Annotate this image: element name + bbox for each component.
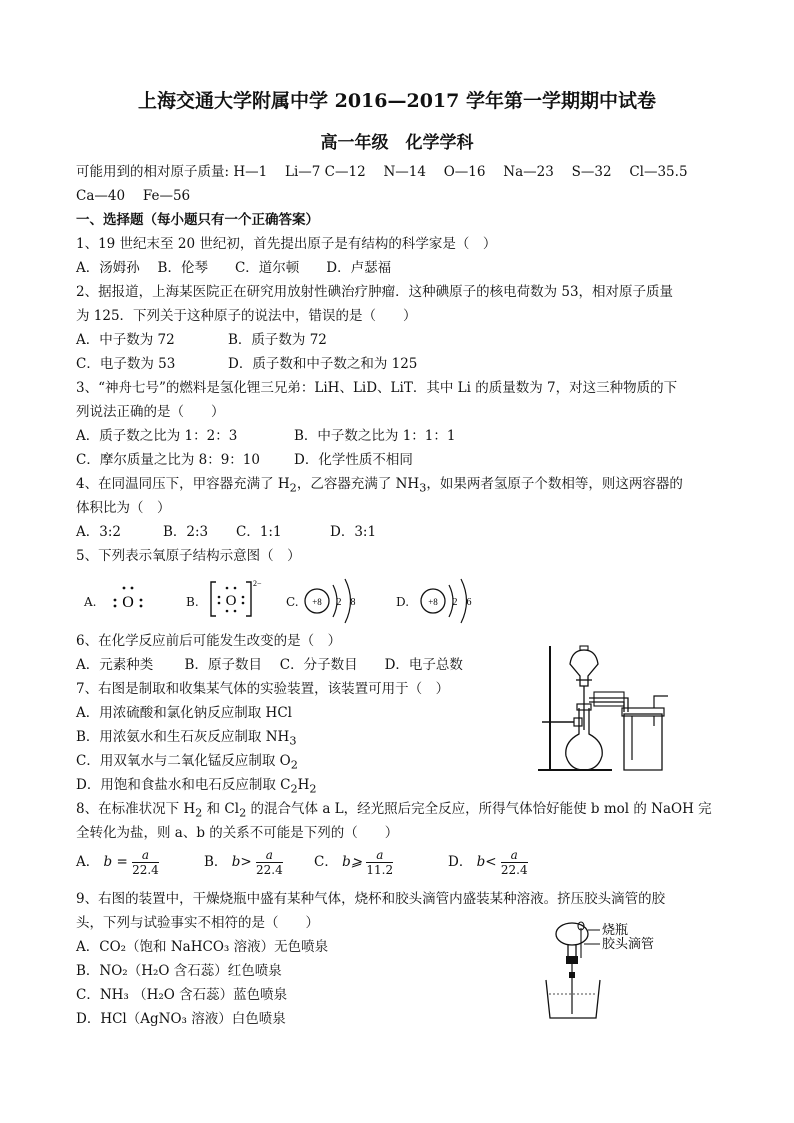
q5-electron-dot-a	[108, 582, 148, 622]
q6-options: A．元素种类 B．原子数目 C．分子数目 D．电子总数	[76, 657, 463, 673]
q8-d-label: D．	[448, 854, 473, 870]
q5-d-shell1: 2	[452, 597, 458, 608]
q9-option-a: A．CO₂（饱和 NaHCO₃ 溶液）无色喷泉	[76, 939, 329, 955]
q5-a-symbol: O	[122, 594, 134, 611]
q2-option-b: B．质子数为 72	[228, 332, 327, 348]
q8-a-numerator: a	[132, 848, 159, 863]
q9-option-b: B．NO₂（H₂O 含石蕊）红色喷泉	[76, 963, 282, 979]
q2-stem-2: 为 125．下列关于这种原子的说法中，错误的是（ ）	[76, 308, 417, 324]
q8-d-fraction	[501, 848, 528, 877]
q8-c-numerator: a	[366, 848, 393, 863]
q7-c-text: C．用双氧水与二氧化锰反应制取 O	[76, 753, 291, 769]
q5-b-charge: 2−	[253, 579, 262, 588]
q8-option-d	[448, 848, 528, 877]
q5-c-shell1: 2	[336, 597, 342, 608]
q8-subscript: 2	[239, 806, 247, 820]
q5-option-d-label: D.	[396, 595, 410, 609]
q3-option-b: B．中子数之比为 1：1：1	[294, 428, 456, 444]
q2-option-a: A．中子数为 72	[76, 332, 175, 348]
q7-b-subscript: 3	[289, 734, 297, 748]
q9-label-dropper: 胶头滴管	[602, 936, 655, 951]
q9-stem-2: 头，下列与试验事实不相符的是（ ）	[76, 915, 319, 931]
q4-stem-2: 体积比为（ ）	[76, 500, 171, 516]
q8-b-relation: b>	[231, 854, 252, 870]
q3-option-a: A．质子数之比为 1：2：3	[76, 428, 238, 444]
q8-b-denominator: 22.4	[255, 863, 283, 877]
q8-b-numerator: a	[256, 848, 283, 863]
exam-title: 上海交通大学附属中学 2016—2017 学年第一学期期中试卷	[138, 90, 656, 112]
q8-d-numerator: a	[501, 848, 528, 863]
q4-option-c: C．1:1	[236, 524, 282, 540]
q4-option-b: B．2:3	[163, 524, 209, 540]
q7-d-text: D．用饱和食盐水和电石反应制取 C	[76, 777, 291, 793]
q4-subscript: 2	[289, 481, 297, 495]
q5-ion-structure-b	[206, 578, 262, 622]
q8-option-b	[204, 848, 283, 877]
q2-option-d: D．质子数和中子数之和为 125	[228, 356, 418, 372]
q8-c-relation: b⩾	[342, 854, 363, 870]
q8-c-denominator: 11.2	[366, 863, 394, 877]
q9-label-flask: 烧瓶	[602, 922, 629, 937]
section-heading: 一、选择题（每小题只有一个正确答案）	[76, 212, 319, 228]
q8-a-denominator: 22.4	[132, 863, 159, 877]
q8-b-label: B．	[204, 854, 228, 870]
q8-c-fraction	[366, 848, 393, 877]
q8-d-denominator: 22.4	[500, 863, 528, 877]
q8-stem-2: 全转化为盐，则 a、b 的关系不可能是下列的（ ）	[76, 825, 399, 841]
atomic-mass-line2: Ca—40 Fe—56	[76, 188, 191, 204]
q8-stem-part: 8、在标准状况下 H	[76, 801, 196, 817]
q8-subscript: 2	[195, 806, 203, 820]
q7-d-subscript: 2	[309, 782, 317, 796]
q7-option-c	[76, 752, 298, 775]
q2-stem-1: 2、据报道，上海某医院正在研究用放射性碘治疗肿瘤．这种碘原子的核电荷数为 53，相对原子质量	[76, 284, 674, 300]
q6-stem: 6、在化学反应前后可能发生改变的是（ ）	[76, 633, 342, 649]
q2-option-c: C．电子数为 53	[76, 356, 176, 372]
q7-d-subscript: 2	[290, 782, 298, 796]
q5-d-nucleus: +8	[428, 597, 438, 607]
q1-options: A．汤姆孙 B．伦琴 C．道尔顿 D．卢瑟福	[76, 260, 392, 276]
q7-option-b	[76, 728, 296, 751]
q9-option-d: D．HCl（AgNO₃ 溶液）白色喷泉	[76, 1011, 286, 1027]
q7-c-subscript: 2	[290, 758, 298, 772]
q3-stem-2: 列说法正确的是（ ）	[76, 404, 225, 420]
q3-option-d: D．化学性质不相同	[294, 452, 413, 468]
q5-b-symbol: O	[225, 593, 237, 609]
q7-d-text: H	[297, 777, 310, 793]
q5-option-a-label: A.	[84, 595, 97, 609]
q4-stem-1	[76, 475, 683, 498]
exam-subtitle: 高一年级 化学学科	[320, 133, 474, 153]
q3-stem-1: 3、“神舟七号”的燃料是氢化锂三兄弟：LiH、LiD、LiT．其中 Li 的质量数为 7，对这三种物质的下	[76, 380, 678, 396]
q5-c-nucleus: +8	[312, 597, 322, 607]
q8-a-relation: b =	[103, 854, 128, 870]
q4-subscript: 3	[419, 481, 427, 495]
q5-atom-diagram-d	[420, 576, 490, 626]
q7-b-text: B．用浓氨水和生石灰反应制取 NH	[76, 729, 290, 745]
q4-stem-part: ，乙容器充满了 NH	[296, 476, 420, 492]
q8-option-a	[76, 848, 159, 877]
q8-b-fraction	[256, 848, 283, 877]
q8-a-label: A．	[76, 854, 100, 870]
q8-stem-part: 的混合气体 a L，经光照后完全反应，所得气体恰好能使 b mol 的 NaOH 完	[246, 801, 712, 817]
q4-stem-part: 4、在同温同压下，甲容器充满了 H	[76, 476, 290, 492]
q7-stem: 7、右图是制取和收集某气体的实验装置，该装置可用于（ ）	[76, 681, 450, 697]
q9-fountain-diagram	[540, 920, 670, 1020]
q5-stem: 5、下列表示氧原子结构示意图（ ）	[76, 548, 301, 564]
q8-c-label: C．	[314, 854, 338, 870]
q9-stem-1: 9、右图的装置中，干燥烧瓶中盛有某种气体，烧杯和胶头滴管内盛装某种溶液。挤压胶头滴管的胶	[76, 891, 666, 907]
q8-option-c	[314, 848, 393, 877]
q5-option-b-label: B.	[186, 595, 199, 609]
q7-apparatus-diagram	[536, 640, 676, 775]
q8-d-relation: b<	[476, 854, 497, 870]
q1-stem: 1、19 世纪末至 20 世纪初，首先提出原子是有结构的科学家是（ ）	[76, 236, 497, 252]
q8-stem-1	[76, 800, 712, 823]
q4-option-d: D．3:1	[330, 524, 377, 540]
q5-atom-diagram-c	[304, 576, 374, 626]
q5-d-shell2: 6	[466, 597, 472, 608]
q8-a-fraction	[132, 848, 159, 877]
q8-stem-part: 和 Cl	[202, 801, 240, 817]
q4-option-a: A．3:2	[76, 524, 121, 540]
q9-option-c: C．NH₃ （H₂O 含石蕊）蓝色喷泉	[76, 987, 288, 1003]
q3-option-c: C．摩尔质量之比为 8：9：10	[76, 452, 260, 468]
q7-option-a: A．用浓硫酸和氯化钠反应制取 HCl	[76, 705, 292, 721]
q4-stem-part: ，如果两者氢原子个数相等，则这两容器的	[426, 476, 683, 492]
q5-c-shell2: 8	[350, 597, 356, 608]
atomic-mass-line1: 可能用到的相对原子质量: H—1 Li—7 C—12 N—14 O—16 Na—23 S—32 Cl—35.5	[76, 164, 688, 180]
q7-option-d	[76, 776, 317, 799]
q5-option-c-label: C.	[286, 595, 299, 609]
